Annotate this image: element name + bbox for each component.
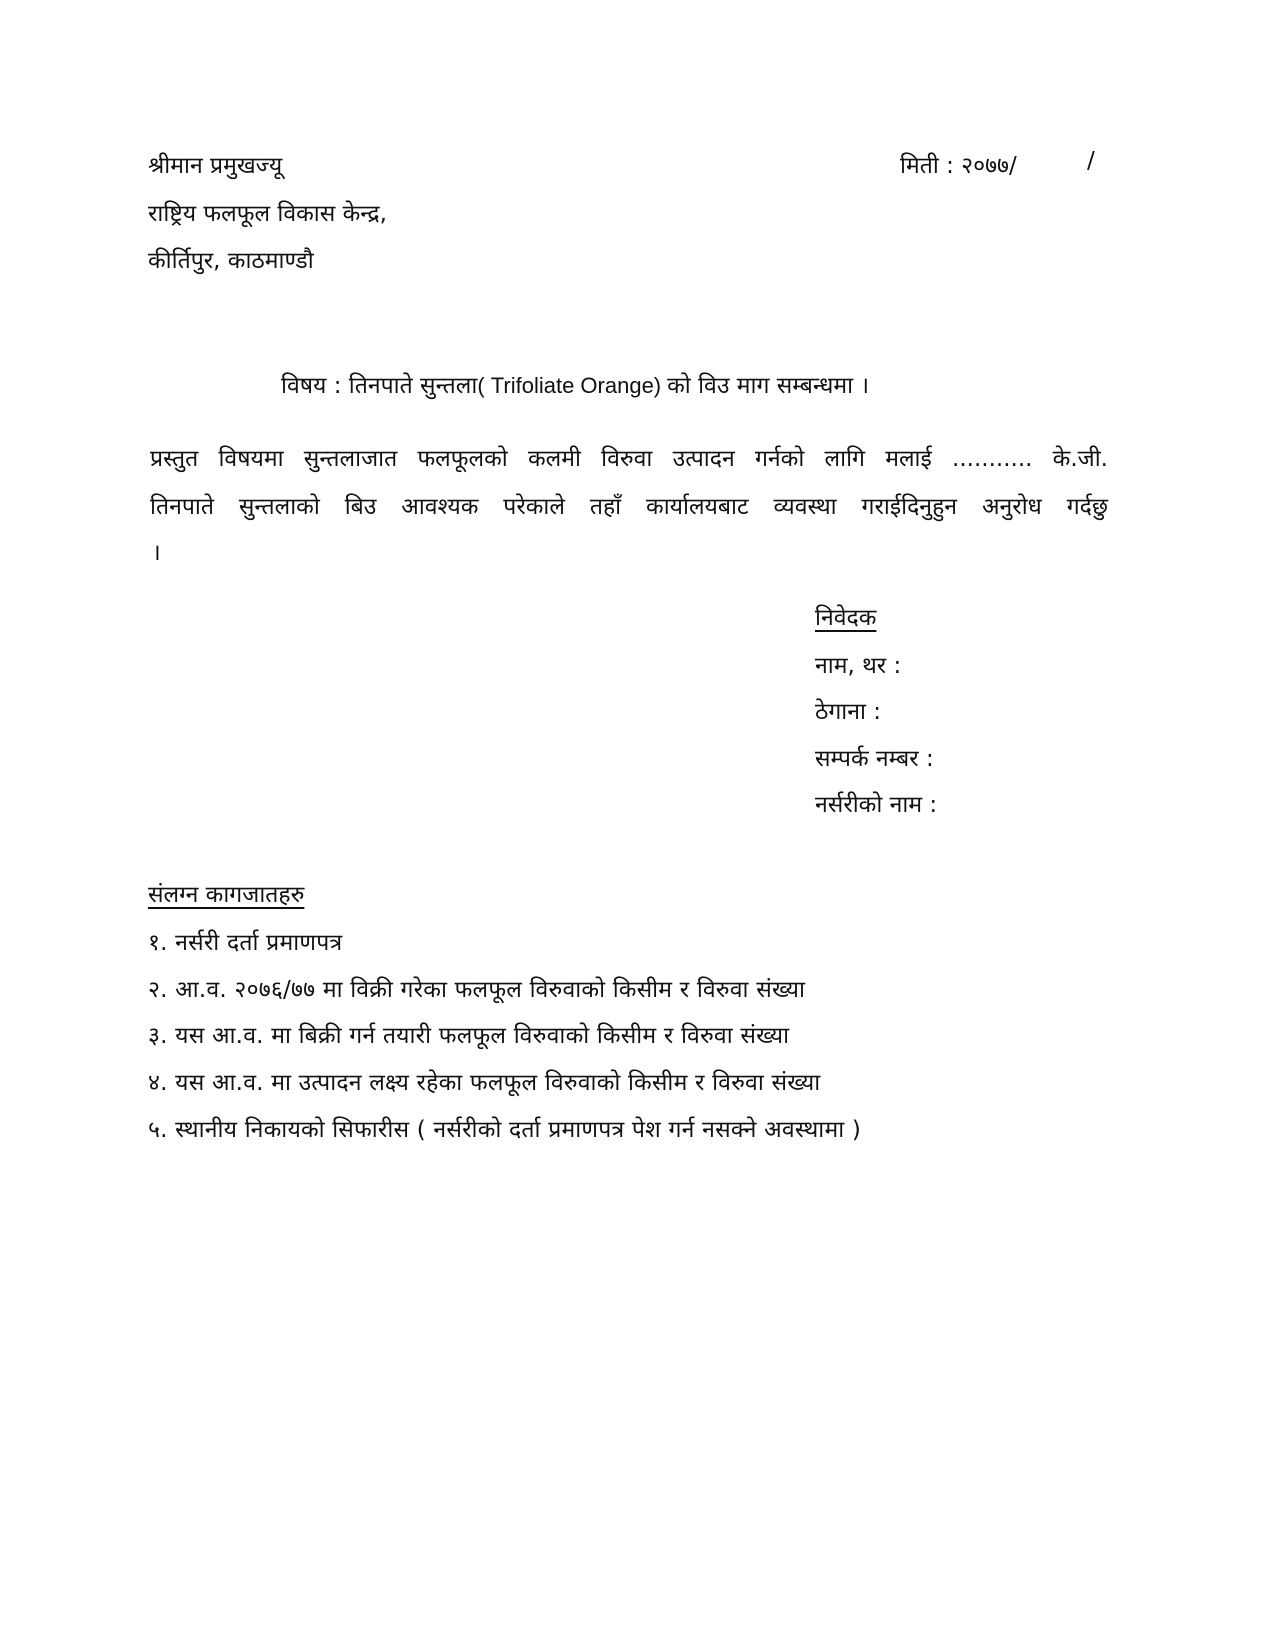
applicant-heading: निवेदक: [815, 605, 877, 631]
applicant-contact-label: सम्पर्क नम्बर :: [815, 746, 934, 772]
subject-suffix: को विउ माग सम्बन्धमा ।: [667, 373, 870, 399]
addressee-line-2: राष्ट्रिय फलफूल विकास केन्द्र,: [148, 201, 387, 227]
attachment-item: २. आ.व. २०७६/७७ मा विक्री गरेका फलफूल विरुवाको किसीम र विरुवा संख्या: [148, 977, 806, 1003]
subject-line: [281, 368, 869, 400]
body-line-3: ।: [152, 540, 161, 566]
attachment-item: १. नर्सरी दर्ता प्रमाणपत्र: [148, 930, 343, 956]
body-line-2: तिनपाते सुन्तलाको बिउ आवश्यक परेकाले तहाँ कार्यालयबाट व्यवस्था गराईदिनुहुन अनुरोध गर्दछु: [150, 494, 1108, 520]
addressee-line-1: श्रीमान प्रमुखज्यू: [148, 153, 283, 179]
subject-english: ( Trifoliate Orange): [477, 373, 662, 398]
attachment-item: ५. स्थानीय निकायको सिफारीस ( नर्सरीको दर्ता प्रमाणपत्र पेश गर्न नसक्ने अवस्थामा ): [148, 1117, 862, 1143]
date-separator: /: [1087, 148, 1095, 174]
attachment-item: ४. यस आ.व. मा उत्पादन लक्ष्य रहेका फलफूल विरुवाको किसीम र विरुवा संख्या: [148, 1070, 821, 1096]
date-label: मिती : २०७७/: [900, 153, 1017, 179]
attachments-heading: संलग्न कागजातहरु: [148, 882, 305, 908]
body-line-1: प्रस्तुत विषयमा सुन्तलाजात फलफूलको कलमी विरुवा उत्पादन गर्नको लागि मलाई ........... के.जी.: [150, 446, 1108, 472]
attachment-item: ३. यस आ.व. मा बिक्री गर्न तयारी फलफूल विरुवाको किसीम र विरुवा संख्या: [148, 1023, 790, 1049]
applicant-nursery-label: नर्सरीको नाम :: [815, 792, 938, 818]
subject-prefix: विषय : तिनपाते सुन्तला: [281, 373, 478, 399]
applicant-address-label: ठेगाना :: [815, 699, 882, 725]
applicant-name-label: नाम, थर :: [815, 653, 902, 679]
addressee-line-3: कीर्तिपुर, काठमाण्डौ: [148, 248, 314, 274]
